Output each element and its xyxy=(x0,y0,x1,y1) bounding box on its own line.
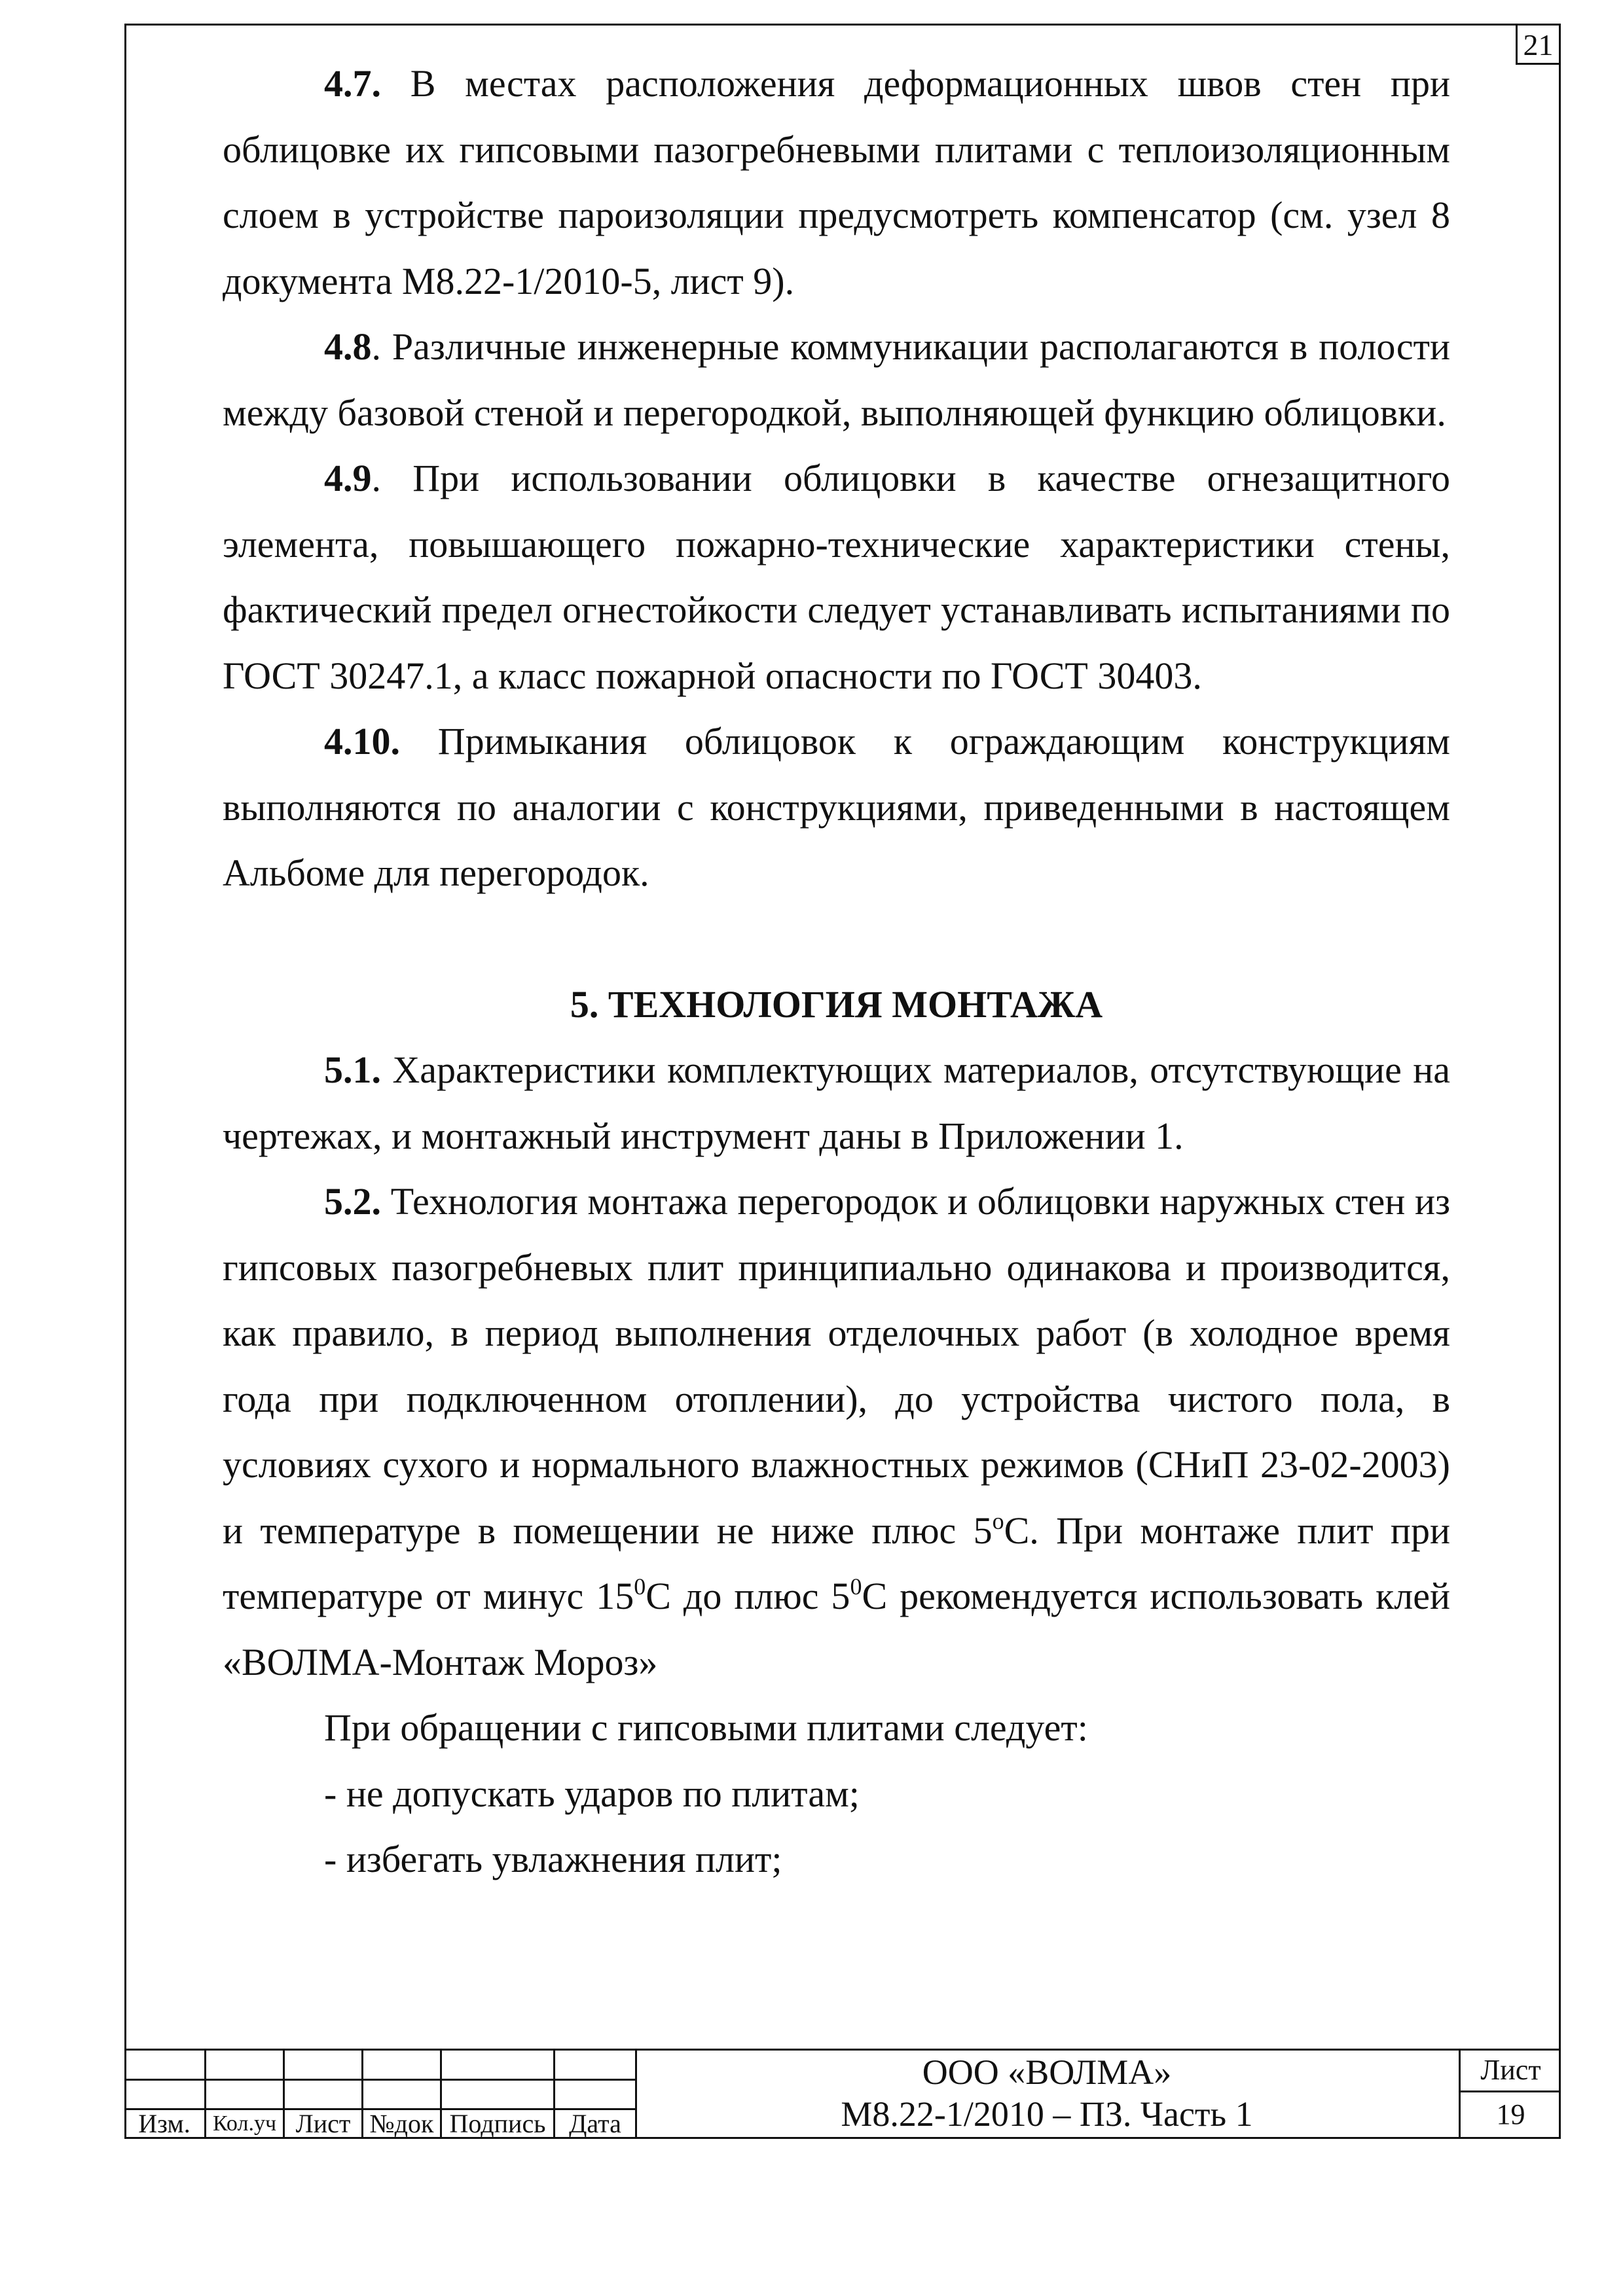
paragraph-4-7: 4.7. В местах расположения деформационных швов стен при облицовке их гипсовыми пазогребневыми плитами с теплоизоляционным слоем в устройстве пароизоляции предусмотреть компенсатор (см. узел 8 документа М8.22-1/2010-5, лист 9). xyxy=(223,62,1450,302)
sheet-number: 19 xyxy=(1496,2098,1525,2130)
paragraph-5-1: 5.1. Характеристики комплектующих материалов, отсутствующие на чертежах, и монтажный инструмент даны в Приложении 1. xyxy=(223,1049,1450,1157)
column-list: Лист xyxy=(295,2109,351,2138)
column-izm: Изм. xyxy=(138,2109,191,2138)
section-title: 5. ТЕХНОЛОГИЯ МОНТАЖА xyxy=(570,982,1103,1026)
document-body xyxy=(223,51,1450,1893)
paragraph-4-8: 4.8. Различные инженерные коммуникации располагаются в полости между базовой стеной и перегородкой, выполняющей функцию облицовки. xyxy=(223,325,1450,434)
column-ndok: №док xyxy=(369,2109,434,2138)
handling-item: - избегать увлажнения плит; xyxy=(324,1838,782,1880)
paragraph-5-2: 5.2. Технология монтажа перегородок и облицовки наружных стен из гипсовых пазогребневых плит принципиально одинакова и производится, как правило, в период выполнения отделочных работ (в холодное время года при подключенном отоплении), до устройства чистого пола, в условиях сухого и нормального влажностных режимов (СНиП 23-02-2003) и температуре в помещении не ниже плюс $5^оС$. При монтаже плит при температуре от минус $15^0С$ до плюс $5^0С$ рекомендуется использовать клей «ВОЛМА-Монтаж Мороз» xyxy=(223,1180,1450,1683)
handling-intro: При обращении с гипсовыми плитами следует: xyxy=(324,1706,1088,1749)
paragraph-4-10: 4.10. Примыкания облицовок к ограждающим конструкциям выполняются по аналогии с конструкциями, приведенными в настоящем Альбоме для перегородок. xyxy=(223,720,1450,894)
sheet-corner-number: 21 xyxy=(1516,26,1559,65)
title-block xyxy=(124,2049,1561,2139)
sheet-label: Лист xyxy=(1480,2054,1541,2086)
document-number: М8.22-1/2010 – ПЗ. Часть 1 xyxy=(841,2094,1253,2134)
organization-name: ООО «ВОЛМА» xyxy=(922,2053,1172,2092)
column-koluch: Кол.уч xyxy=(212,2111,277,2136)
handling-item: - не допускать ударов по плитам; xyxy=(324,1772,860,1815)
column-podpis: Подпись xyxy=(449,2109,546,2138)
paragraph-4-9: 4.9. При использовании облицовки в качестве огнезащитного элемента, повышающего пожарно-технические характеристики стены, фактический предел огнестойкости следует устанавливать испытаниями по ГОСТ 30247.1, а класс пожарной опасности по ГОСТ 30403. xyxy=(223,457,1450,697)
column-data: Дата xyxy=(569,2109,621,2138)
